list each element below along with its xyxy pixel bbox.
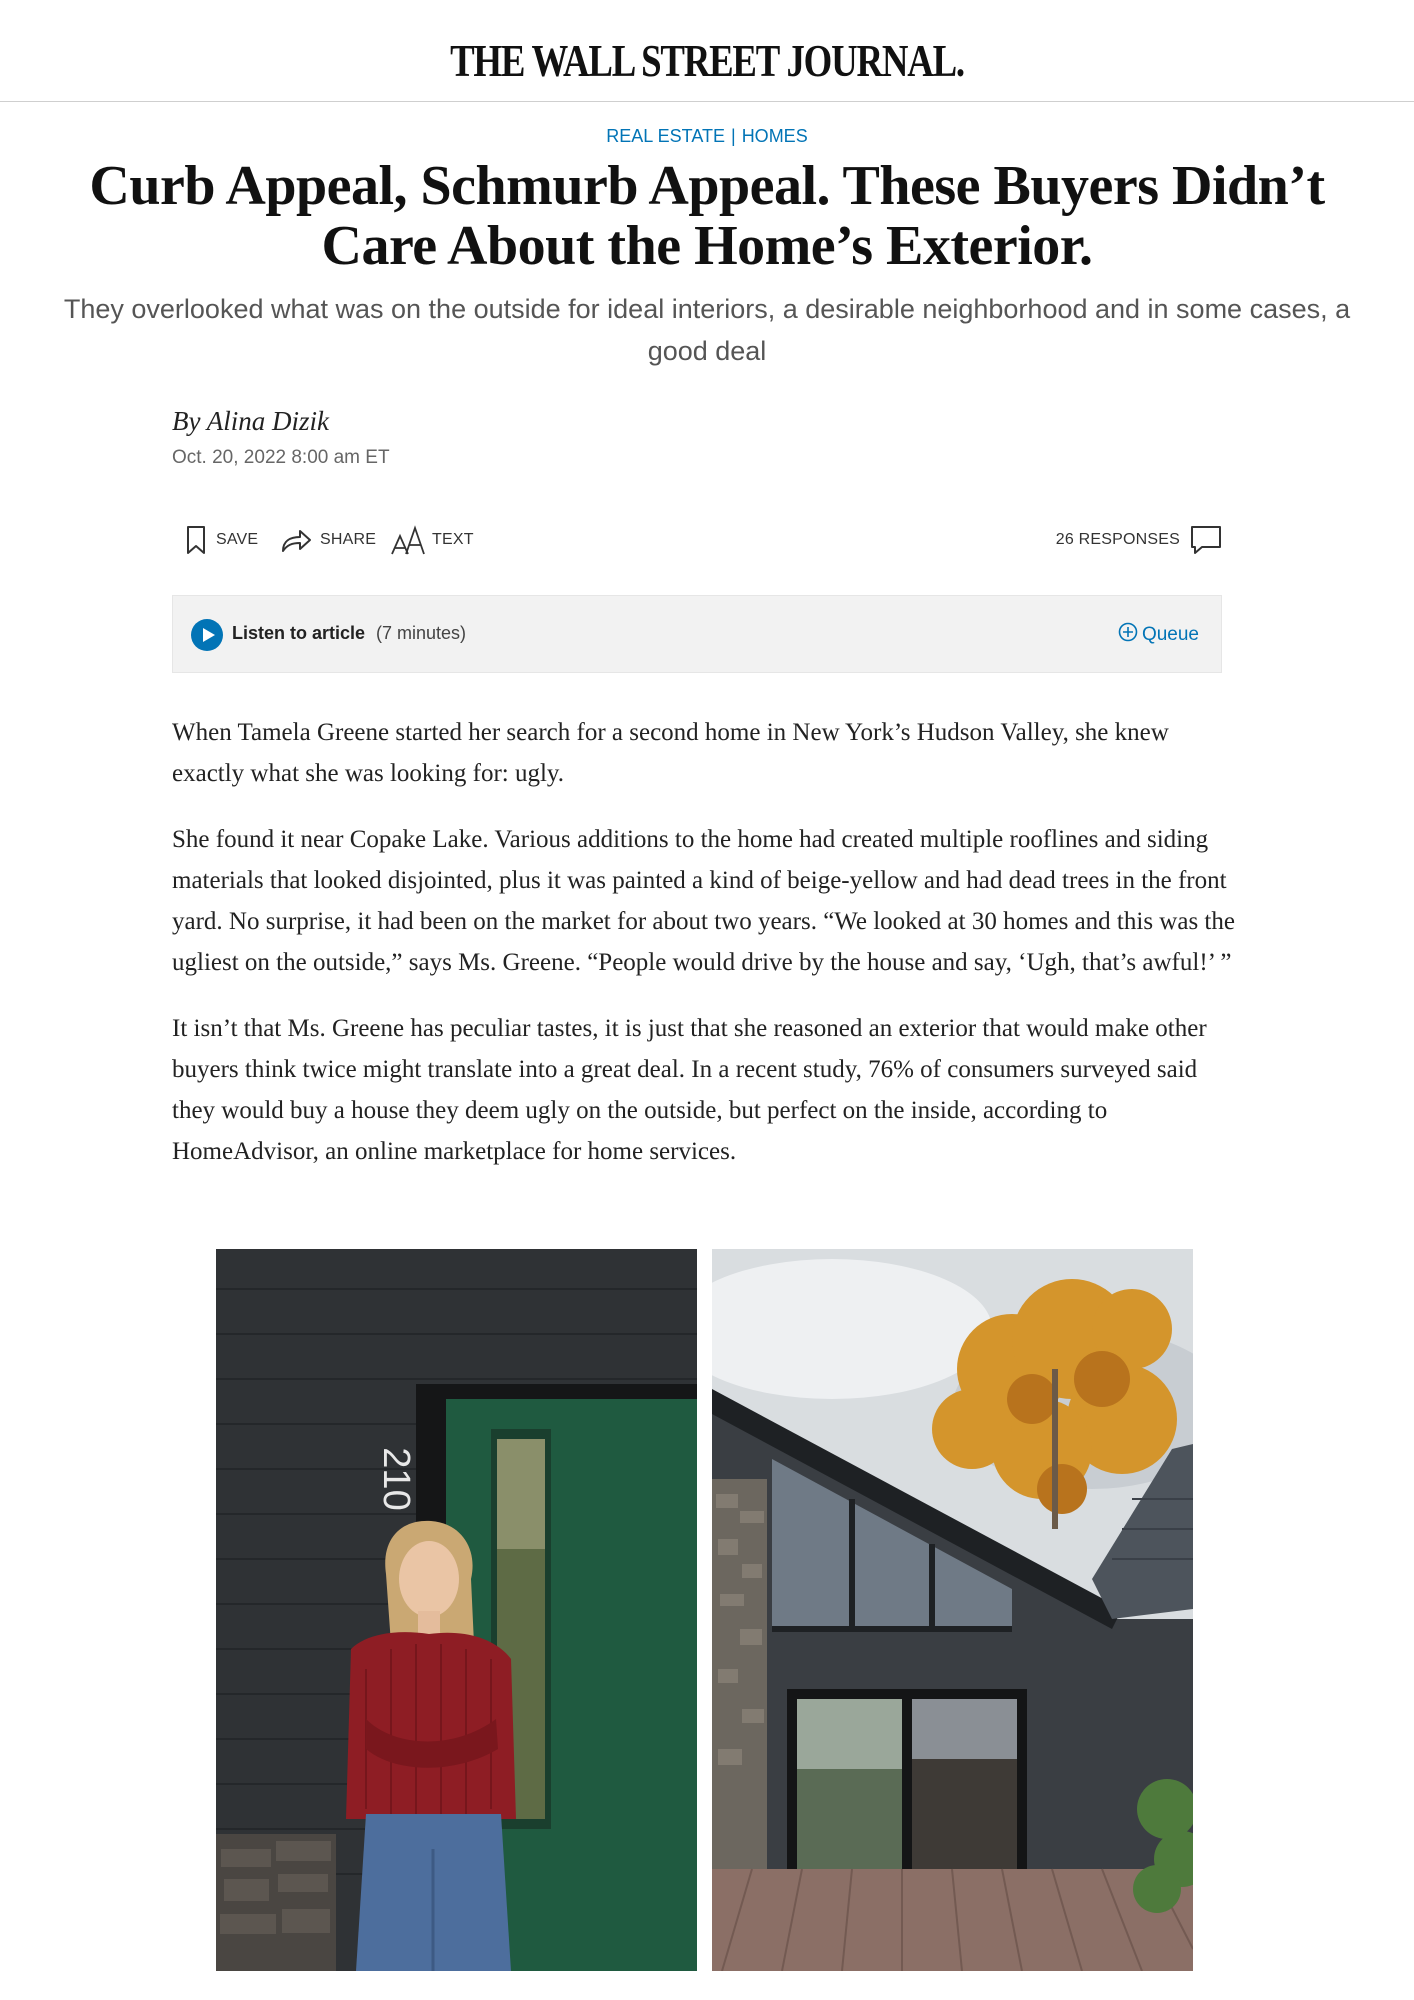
share-icon bbox=[280, 526, 312, 554]
text-label: TEXT bbox=[432, 531, 474, 548]
queue-button[interactable] bbox=[1118, 622, 1199, 647]
article-paragraph: She found it near Copake Lake. Various additions to the home had created multiple rooflines and siding materials that looked disjointed, plus it was painted a kind of beige-yellow and had dead trees in the front yard. No surprise, it had been on the market for about two years. “We looked at 30 homes and this was the ugliest on the outside,” says Ms. Greene. “People would drive by the house and say, ‘Ugh, that’s awful!’ ” bbox=[172, 826, 1235, 976]
section-link-real-estate[interactable]: REAL ESTATE bbox=[606, 126, 725, 146]
text-size-icon bbox=[390, 524, 426, 556]
listen-duration: (7 minutes) bbox=[376, 623, 467, 643]
comment-icon bbox=[1190, 525, 1222, 555]
house-number: 210 bbox=[375, 1447, 417, 1511]
photo-owner-at-front-door[interactable] bbox=[216, 1249, 697, 1971]
article-toolbar bbox=[172, 520, 1222, 560]
share-button[interactable] bbox=[280, 520, 376, 560]
save-label: SAVE bbox=[216, 531, 259, 548]
section-link-homes[interactable]: HOMES bbox=[741, 126, 808, 146]
breadcrumb-separator: | bbox=[731, 126, 736, 146]
listen-to-article-bar bbox=[172, 595, 1222, 673]
responses-count: 26 RESPONSES bbox=[1055, 531, 1180, 548]
responses-button[interactable] bbox=[1056, 520, 1222, 560]
queue-label: Queue bbox=[1141, 623, 1199, 645]
bookmark-icon bbox=[186, 525, 206, 555]
text-size-button[interactable] bbox=[390, 520, 474, 560]
publish-timestamp: Oct. 20, 2022 8:00 am ET bbox=[172, 447, 390, 468]
play-icon[interactable] bbox=[191, 619, 223, 651]
article-paragraph: It isn’t that Ms. Greene has peculiar tastes, it is just that she reasoned an exterior that would make other buyers think twice might translate into a great deal. In a recent study, 76% of consumers surveyed said they would buy a house they deem ugly on the outside, but perfect on the inside, according to HomeAdvisor, an online marketplace for home services. bbox=[172, 1015, 1207, 1165]
photo-house-exterior[interactable] bbox=[712, 1249, 1193, 1971]
listen-label[interactable]: Listen to article bbox=[232, 623, 366, 643]
article-headline: Curb Appeal, Schmurb Appeal. These Buyers Didn’t Care About the Home’s Exterior. bbox=[89, 155, 1325, 277]
save-button[interactable] bbox=[186, 520, 258, 560]
article-body bbox=[172, 712, 1242, 1197]
wsj-logo[interactable]: THE WALL STREET JOURNAL. bbox=[450, 35, 964, 86]
author-byline[interactable]: By Alina Dizik bbox=[172, 406, 329, 436]
section-breadcrumb bbox=[0, 125, 1414, 147]
add-circle-icon bbox=[1118, 622, 1138, 647]
share-label: SHARE bbox=[320, 531, 377, 548]
article-paragraph: When Tamela Greene started her search for a second home in New York’s Hudson Valley, she knew exactly what she was looking for: ugly. bbox=[172, 719, 1169, 787]
article-dek: They overlooked what was on the outside for ideal interiors, a desirable neighborhood and in some cases, a good deal bbox=[63, 294, 1351, 366]
masthead bbox=[0, 0, 1414, 102]
